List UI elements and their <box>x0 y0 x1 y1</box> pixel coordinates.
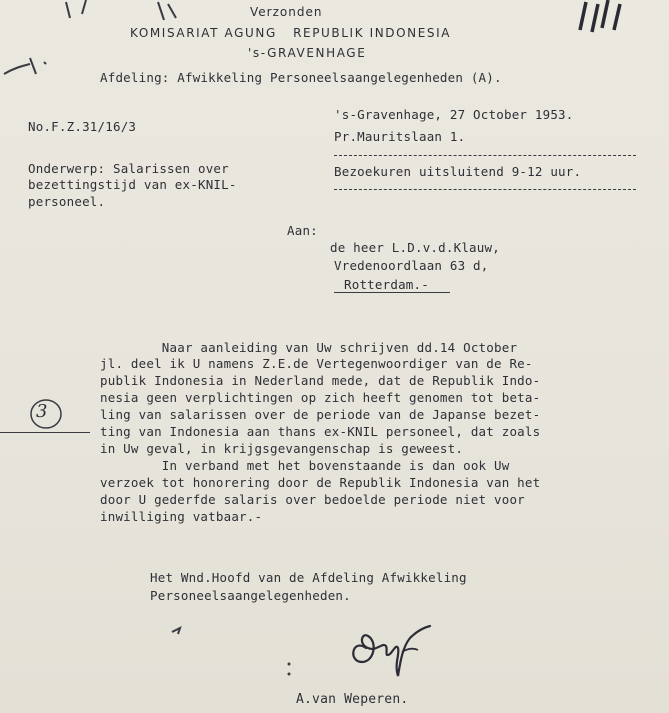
body-line: verzoek tot honorering door de Republik Indonesia van het <box>100 475 541 490</box>
margin-circle <box>26 396 66 432</box>
body-line: door U gederfde salaris over bedoelde periode niet voor <box>100 492 525 507</box>
body-line: in Uw geval, in krijgsgevangenschap is geweest. <box>100 441 464 456</box>
body-line: ting van Indonesia aan thans ex-KNIL personeel, dat zoals <box>100 424 541 439</box>
stray-mark <box>170 624 184 636</box>
subject-line: bezettingstijd van ex-KNIL- <box>28 177 237 192</box>
recipient-line: de heer L.D.v.d.Klauw, <box>330 240 500 255</box>
header-sent-stamp: Verzonden <box>250 5 323 19</box>
dashed-rule <box>334 189 636 190</box>
reference-number: No.F.Z.31/16/3 <box>28 119 137 134</box>
address-street: Pr.Mauritslaan 1. <box>334 129 466 144</box>
closing-line: Personeelsaangelegenheden. <box>150 588 351 603</box>
subject-line: Onderwerp: Salarissen over <box>28 161 229 176</box>
recipient-label: Aan: <box>287 223 318 238</box>
header-organisation: KOMISARIAT AGUNG REPUBLIK INDONESIA <box>130 26 452 40</box>
body-line: jl. deel ik U namens Z.E.de Vertegenwoordiger van de Re- <box>100 356 533 371</box>
handwritten-signature <box>338 618 448 682</box>
body-line: ling van salarissen over de periode van de Japanse bezet- <box>100 407 541 422</box>
header-city: 's-GRAVENHAGE <box>248 46 367 60</box>
recipient-city: Rotterdam.- <box>344 277 429 292</box>
body-line: Naar aanleiding van Uw schrijven dd.14 October <box>100 340 518 355</box>
top-left-scribble <box>58 0 198 24</box>
signatory-name: A.van Weperen. <box>296 692 409 707</box>
margin-note: 3 <box>36 401 48 422</box>
top-right-scribble <box>578 0 638 36</box>
office-hours: Bezoekuren uitsluitend 9-12 uur. <box>334 164 582 179</box>
recipient-line: Vredenoordlaan 63 d, <box>334 258 489 273</box>
closing-line: Het Wnd.Hoofd van de Afdeling Afwikkeling <box>150 570 467 585</box>
department-line: Afdeling: Afwikkeling Personeelsaangelegenheden (A). <box>100 70 502 85</box>
stray-dots <box>284 660 294 680</box>
subject-line: personeel. <box>28 194 106 209</box>
body-line: inwilliging vatbaar.- <box>100 509 263 524</box>
margin-line <box>0 432 90 433</box>
dashed-rule <box>334 155 636 156</box>
left-margin-scribble <box>0 52 70 82</box>
place-date: 's-Gravenhage, 27 October 1953. <box>334 107 574 122</box>
body-line: publik Indonesia in Nederland mede, dat de Republik Indo- <box>100 373 541 388</box>
body-line: nesia geen verplichtingen op zich heeft genomen tot beta- <box>100 390 541 405</box>
recipient-underline <box>334 292 450 293</box>
body-line: In verband met het bovenstaande is dan ook Uw <box>100 458 510 473</box>
